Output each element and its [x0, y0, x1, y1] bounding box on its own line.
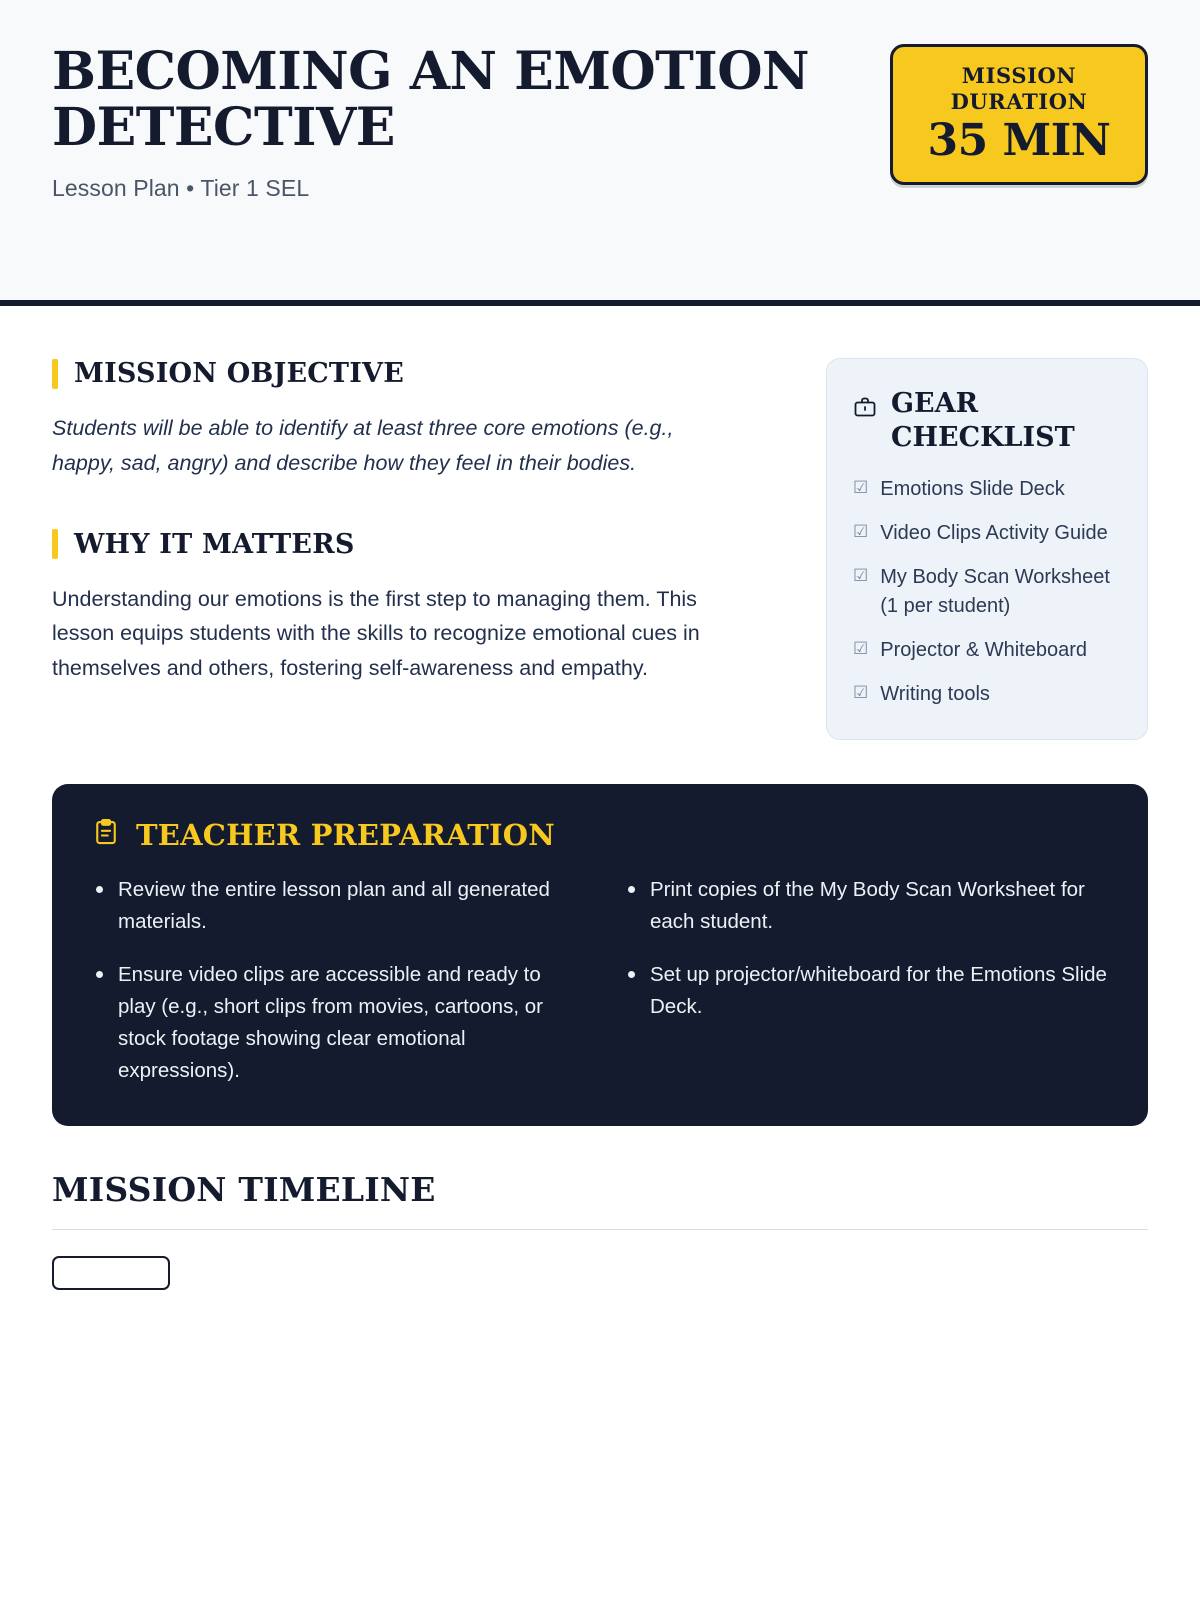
why-it-matters-text: Understanding our emotions is the first step to managing them. This lesson equips students with the skills to recognize emotional cues in themselves and others, fostering self-awareness and empathy.	[52, 586, 700, 681]
mission-duration-label: MISSION DURATION	[950, 63, 1088, 114]
mission-objective-text: Students will be able to identify at least three core emotions (e.g., happy, sad, angry) and describe how they feel in their bodies.	[52, 416, 674, 475]
spacer	[52, 481, 786, 529]
right-column	[826, 358, 1148, 740]
checkbox-checked-icon[interactable]: ☑	[853, 521, 869, 541]
gear-checklist-list	[853, 475, 1121, 709]
teacher-preparation-heading	[92, 818, 1108, 852]
teacher-preparation-left-list	[92, 874, 576, 1087]
teacher-preparation-title: TEACHER PREPARATION	[136, 817, 555, 852]
mission-duration-badge	[890, 44, 1148, 185]
page-subtitle: Lesson Plan • Tier 1 SEL	[52, 175, 310, 202]
page-title: BECOMING AN EMOTION DETECTIVE	[52, 41, 810, 158]
list-item: Set up projector/whiteboard for the Emotions Slide Deck.	[624, 959, 1108, 1023]
mission-objective-heading	[52, 358, 786, 389]
gear-checklist-heading	[853, 387, 1121, 455]
list-item[interactable]	[853, 475, 1121, 503]
mission-objective-title: MISSION OBJECTIVE	[74, 358, 404, 389]
list-item: Print copies of the My Body Scan Worksheet for each student.	[624, 874, 1108, 938]
teacher-preparation-right-column	[624, 874, 1108, 1087]
mission-timeline-section	[0, 1126, 1200, 1290]
gear-item-label: Projector & Whiteboard	[880, 639, 1088, 662]
divider	[52, 1229, 1148, 1230]
left-column	[52, 358, 786, 686]
mission-timeline-title: MISSION TIMELINE	[52, 1170, 436, 1210]
header-text-block	[52, 41, 812, 202]
teacher-preparation-card	[52, 784, 1148, 1127]
document-header	[0, 0, 1200, 306]
checkbox-checked-icon[interactable]: ☑	[853, 639, 869, 659]
timeline-step-chip[interactable]	[52, 1256, 170, 1290]
main-content	[0, 306, 1200, 740]
list-item: Review the entire lesson plan and all generated materials.	[92, 874, 576, 938]
gear-item-label: Video Clips Activity Guide	[880, 521, 1108, 544]
why-it-matters-heading	[52, 529, 786, 560]
gear-checklist-card	[826, 358, 1148, 740]
list-item[interactable]	[853, 519, 1121, 547]
why-it-matters-title: WHY IT MATTERS	[74, 528, 355, 560]
teacher-preparation-right-list	[624, 874, 1108, 1023]
checkbox-checked-icon[interactable]: ☑	[853, 566, 869, 586]
teacher-preparation-left-column	[92, 874, 576, 1087]
checkbox-checked-icon[interactable]: ☑	[853, 477, 869, 497]
accent-bar-icon	[52, 359, 58, 389]
checkbox-checked-icon[interactable]: ☑	[853, 683, 869, 703]
list-item[interactable]	[853, 680, 1121, 708]
list-item[interactable]	[853, 563, 1121, 620]
gear-item-label: Writing tools	[880, 683, 990, 706]
mission-duration-value: 35 MIN	[927, 115, 1111, 167]
teacher-preparation-columns	[92, 874, 1108, 1087]
list-item[interactable]	[853, 636, 1121, 664]
gear-item-label: My Body Scan Worksheet (1 per student)	[880, 566, 1110, 617]
list-item: Ensure video clips are accessible and ready to play (e.g., short clips from movies, cartoons, or stock footage showing clear emotional expressions).	[92, 959, 576, 1086]
gear-checklist-title: GEAR CHECKLIST	[891, 388, 1075, 453]
accent-bar-icon	[52, 529, 58, 559]
clipboard-icon	[92, 818, 120, 851]
gear-item-label: Emotions Slide Deck	[880, 477, 1065, 500]
briefcase-icon	[853, 395, 877, 424]
